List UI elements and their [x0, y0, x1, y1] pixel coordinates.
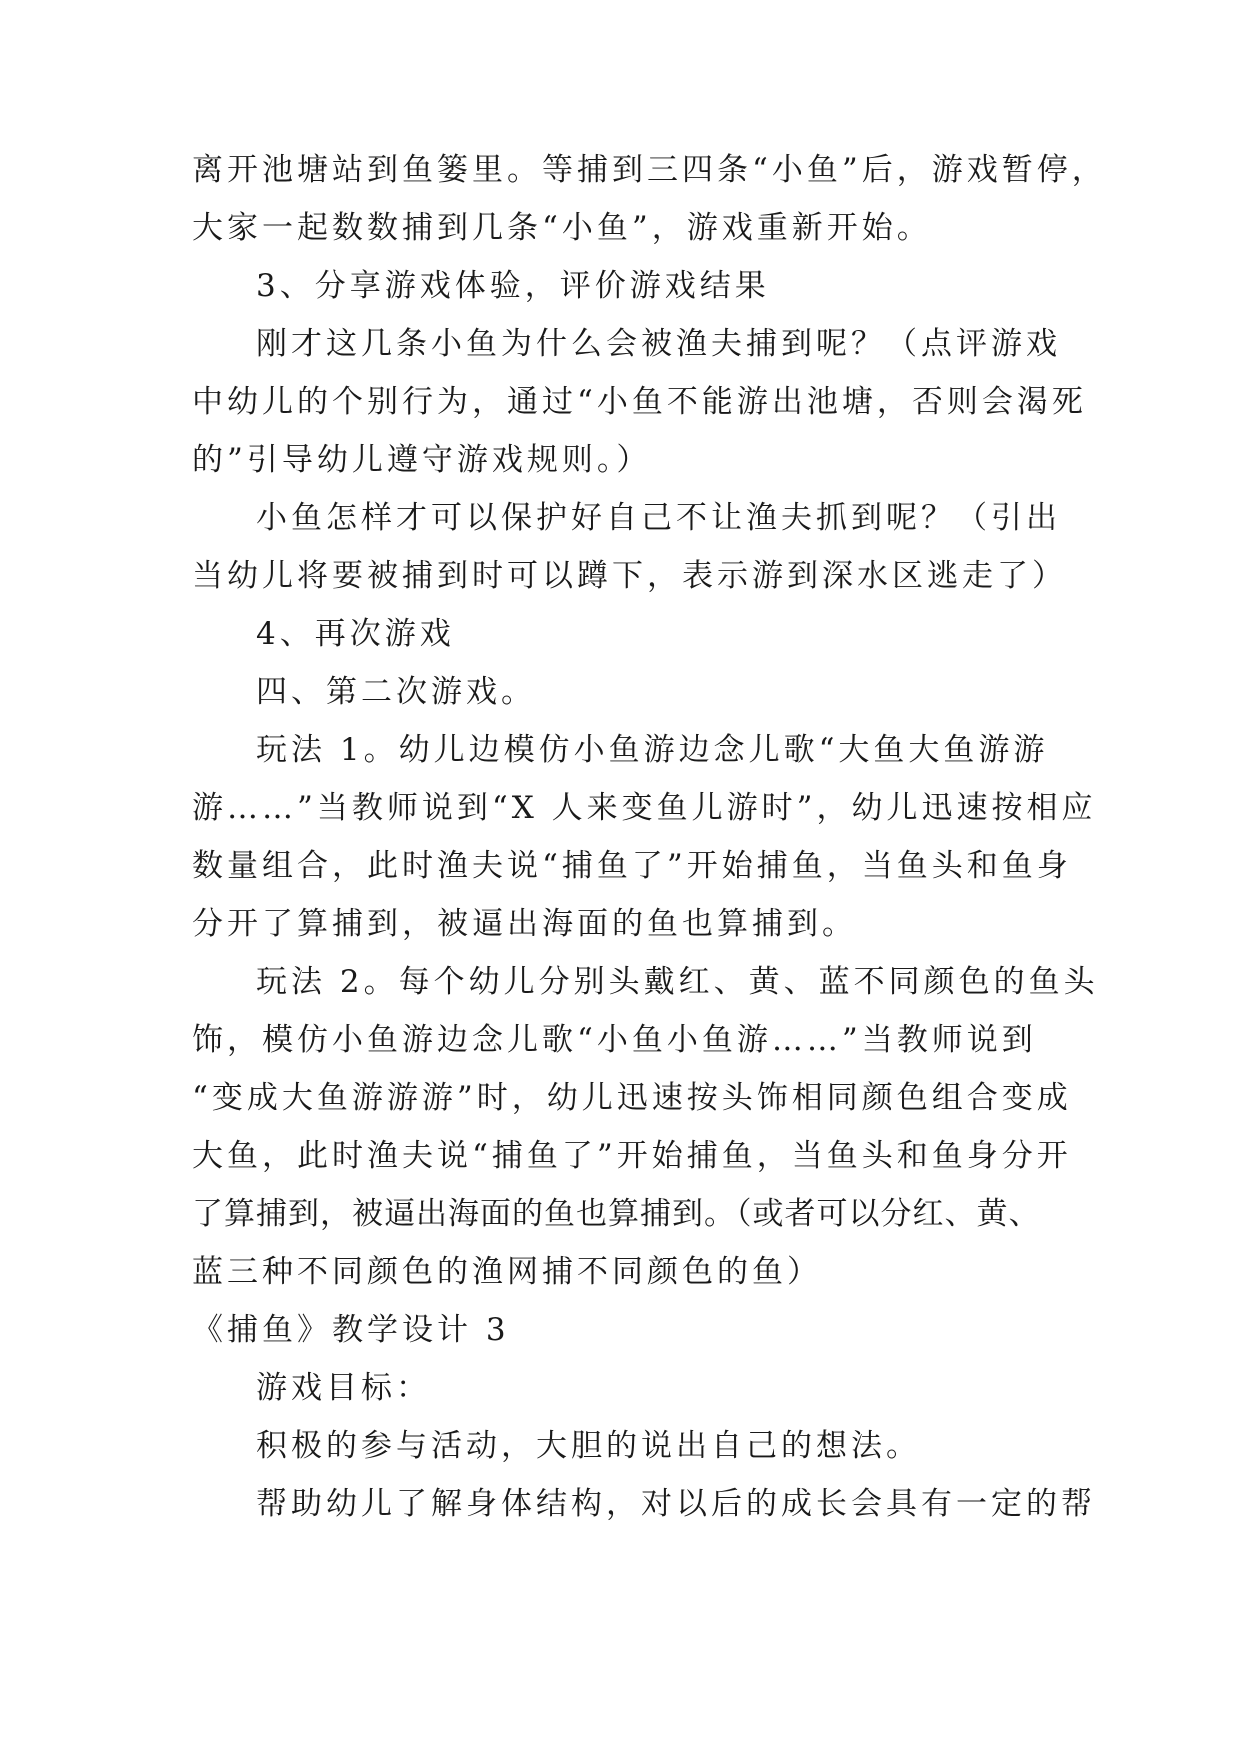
- text-line: 饰，模仿小鱼游边念儿歌“小鱼小鱼游……”当教师说到: [192, 1022, 1037, 1058]
- text-line: 玩法 1。幼儿边模仿小鱼游边念儿歌“大鱼大鱼游游: [256, 732, 1049, 768]
- text-line: 游戏目标：: [256, 1370, 431, 1406]
- text-line: 3、分享游戏体验，评价游戏结果: [256, 268, 770, 304]
- text-line: 蓝三种不同颜色的渔网捕不同颜色的鱼）: [192, 1254, 822, 1290]
- text-line: 4、再次游戏: [256, 616, 455, 652]
- text-line: 离开池塘站到鱼篓里。等捕到三四条“小鱼”后，游戏暂停，: [192, 152, 1107, 188]
- text-line: 了算捕到，被逼出海面的鱼也算捕到。（或者可以分红、黄、: [192, 1196, 1041, 1232]
- text-line: 大家一起数数捕到几条“小鱼”，游戏重新开始。: [192, 210, 932, 246]
- text-line: 积极的参与活动，大胆的说出自己的想法。: [256, 1428, 921, 1464]
- text-line: 大鱼，此时渔夫说“捕鱼了”开始捕鱼，当鱼头和鱼身分开: [192, 1138, 1072, 1174]
- text-line: 小鱼怎样才可以保护好自己不让渔夫抓到呢？（引出: [256, 500, 1061, 536]
- text-line: 游……”当教师说到“X 人来变鱼儿游时”，幼儿迅速按相应: [192, 790, 1097, 826]
- text-line: 的”引导幼儿遵守游戏规则。）: [192, 442, 652, 478]
- text-line: 当幼儿将要被捕到时可以蹲下，表示游到深水区逃走了）: [192, 558, 1067, 594]
- text-line: 刚才这几条小鱼为什么会被渔夫捕到呢？（点评游戏: [256, 326, 1061, 362]
- section-heading: 《捕鱼》教学设计 3: [192, 1312, 510, 1348]
- text-line: 帮助幼儿了解身体结构，对以后的成长会具有一定的帮: [256, 1486, 1096, 1522]
- text-line: 数量组合，此时渔夫说“捕鱼了”开始捕鱼，当鱼头和鱼身: [192, 848, 1072, 884]
- text-line: 中幼儿的个别行为，通过“小鱼不能游出池塘，否则会渴死: [192, 384, 1087, 420]
- text-line: 四、第二次游戏。: [256, 674, 536, 710]
- text-line: 玩法 2。每个幼儿分别头戴红、黄、蓝不同颜色的鱼头: [256, 964, 1099, 1000]
- text-line: 分开了算捕到，被逼出海面的鱼也算捕到。: [192, 906, 857, 942]
- text-line: “变成大鱼游游游”时，幼儿迅速按头饰相同颜色组合变成: [192, 1080, 1072, 1116]
